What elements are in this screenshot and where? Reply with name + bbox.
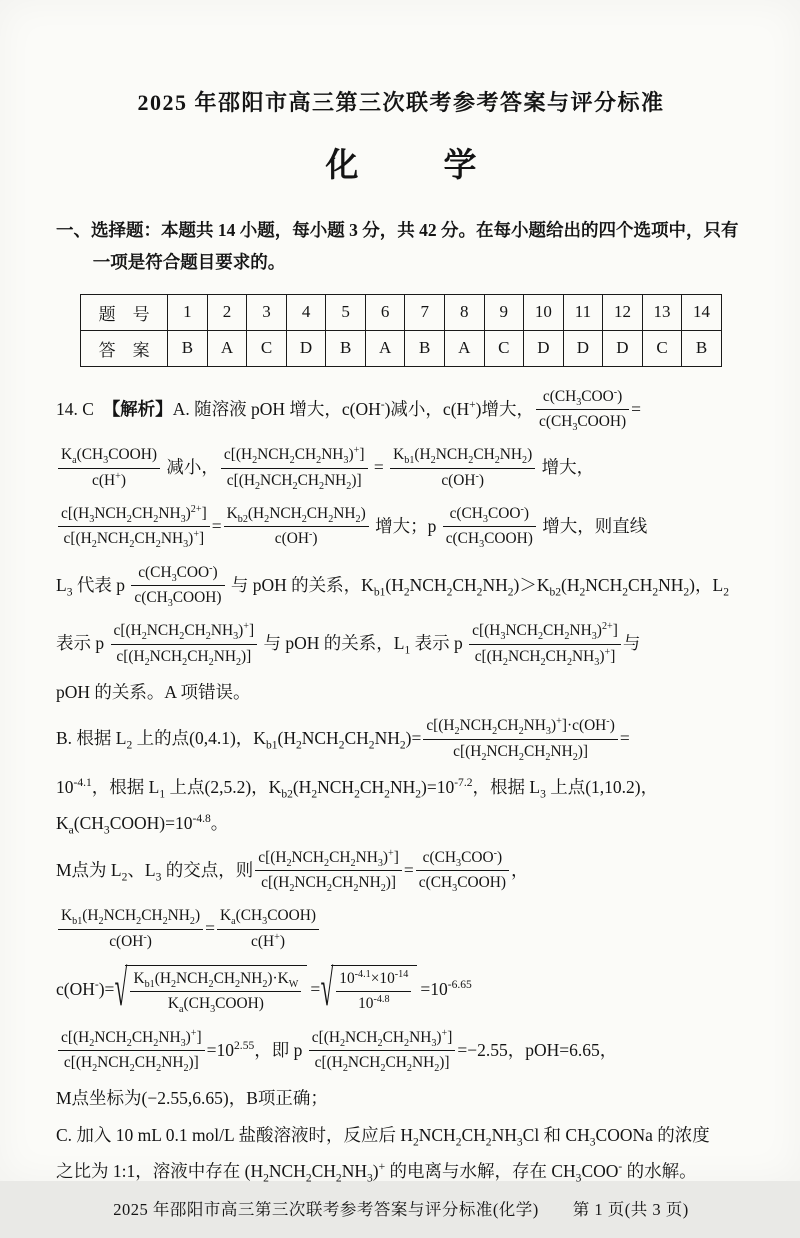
radical-icon: √ [115,960,128,1017]
fraction: $\frac{c[(H_2NCH_2CH_2NH_3)^+]}{c[(H_2NCH_2CH_2NH_2)]}$ [309,1027,456,1075]
question-number-cell: 11 [563,294,603,330]
fraction: $\frac{c(CH_3COO^-)}{c(CH_3COOH)}$ [416,847,509,895]
solution-line: $\frac{K_a(CH_3COOH)}{c(H^+)}$ 减小， $\frac{c[(H_2NCH_2CH_2NH_3)^+]}{c[(H_2NCH_2CH_2NH_2)]}$ = $\frac{K_{b1}(H_2NCH_2CH_2NH_2)}{c(OH^-)}$ 增大， [56,445,744,493]
answer-cell: A [365,330,405,366]
answer-cell: B [168,330,208,366]
answer-cell: B [405,330,445,366]
question-number-cell: 7 [405,294,445,330]
question-number-cell: 9 [484,294,524,330]
question-number-row-header: 题 号 [81,294,168,330]
fraction: $\frac{c[(H_2NCH_2CH_2NH_3)^+]}{c[(H_2NCH_2CH_2NH_2)]}$ [58,1027,205,1075]
answer-cell: B [326,330,366,366]
answer-cell: A [444,330,484,366]
answer-cell: D [603,330,643,366]
radical-icon: √ [320,960,334,1017]
solution-line: pOH 的关系。A 项错误。 [56,682,251,703]
fraction: $\frac{c[(H_2NCH_2CH_2NH_3)^+]}{c[(H_2NCH_2CH_2NH_2)]}$ [255,847,402,895]
answer-cell: A [207,330,247,366]
fraction: $\frac{K_a(CH_3COOH)}{c(H^+)}$ [58,444,160,492]
fraction: $\frac{c(CH_3COO^-)}{c(CH_3COOH)}$ [443,503,536,551]
answer-cell: D [524,330,564,366]
question-number-cell: 3 [247,294,287,330]
question-number-cell: 12 [603,294,643,330]
fraction: $\frac{c[(H_3NCH_2CH_2NH_3)^{2+}]}{c[(H_2NCH_2CH_2NH_3)^+]}$ [58,503,210,551]
question-number-cell: 10 [524,294,564,330]
question-number-cell: 4 [286,294,326,330]
solution-line: 之比为 1:1，溶液中存在 $(H_2NCH_2CH_2NH_3)^+$ 的电离与水解，存在 $CH_3COO^-$ 的水解。 [56,1161,697,1185]
question-number-cell: 6 [365,294,405,330]
answer-cell: D [563,330,603,366]
fraction: $\frac{c[(H_3NCH_2CH_2NH_3)^{2+}]}{c[(H_2NCH_2CH_2NH_3)^+]}$ [469,620,621,668]
answer-row [81,330,722,366]
fraction: $\frac{K_{b1}(H_2NCH_2CH_2NH_2)}{c(OH^-)}$ [58,905,203,953]
answer-cell: D [286,330,326,366]
answer-cell: C [642,330,682,366]
question-number-cell: 2 [207,294,247,330]
solution-line: M点坐标为(−2.55,6.65)，B项正确； [56,1088,328,1109]
question-number-cell: 13 [642,294,682,330]
answer-cell: C [247,330,287,366]
question-number-cell: 1 [168,294,208,330]
fraction: $\frac{K_a(CH_3COOH)}{c(H^+)}$ [217,905,319,953]
question-number-cell: 8 [444,294,484,330]
fraction: $\frac{K_{b1}(H_2NCH_2CH_2NH_2)\cdot K_W}{K_a(CH_3COOH)}$ [130,968,301,1016]
square-root [115,960,307,1017]
solution-line: c(OH-)= √ $\frac{K_{b1}(H_2NCH_2CH_2NH_2)\cdot K_W}{K_a(CH_3COOH)}$ = √ $\frac{10^{-4.1}\times 10^{-14}}{10^{-4.8}}$ $=10^{-6.65}$ [56,960,472,1017]
subject-title: 化 学 [325,148,503,184]
answer-cell: B [682,330,722,366]
fraction: $\frac{c[(H_2NCH_2CH_2NH_3)^+]\cdot c(OH^-)}{c[(H_2NCH_2CH_2NH_2)]}$ [423,715,617,763]
solution-line: $\frac{c[(H_2NCH_2CH_2NH_3)^+]}{c[(H_2NCH_2CH_2NH_2)]}$ $=10^{2.55}$，即 p $\frac{c[(H_2NCH_2CH_2NH_3)^+]}{c[(H_2NCH_2CH_2NH_2)]}$ =−2.55，pOH=6.65， [56,1028,744,1076]
solution-line: 14. C 【解析】A. 随溶液 pOH 增大，c(OH-)减小，c(H+)增大， $\frac{c(CH_3COO^-)}{c(CH_3COOH)}$ = [56,386,642,434]
fraction: $\frac{c(CH_3COO^-)}{c(CH_3COOH)}$ [131,562,224,610]
answer-row-header: 答 案 [81,330,168,366]
fraction: $\frac{10^{-4.1}\times 10^{-14}}{10^{-4.8}}$ [336,968,411,1016]
solution-line: $L_3$ 代表 p $\frac{c(CH_3COO^-)}{c(CH_3COOH)}$ 与 pOH 的关系，$K_{b1}(H_2NCH_2CH_2NH_2)>K_{b2}(H_2NCH_2CH_2NH_2)$，$L_2$ [56,562,729,610]
fraction: $\frac{K_{b2}(H_2NCH_2CH_2NH_2)}{c(OH^-)}$ [224,503,369,551]
section-1-intro: 一、选择题：本题共 14 小题，每小题 3 分，共 42 分。在每小题给出的四个选项中，只有一项是符合题目要求的。 [56,220,739,273]
fraction: $\frac{K_{b1}(H_2NCH_2CH_2NH_2)}{c(OH^-)}$ [390,444,535,492]
page-footer: 2025 年邵阳市高三第三次联考参考答案与评分标准(化学) 第 1 页(共 3 页) [113,1199,689,1219]
analysis-label: 【解析】 [111,398,173,419]
solution-line: C. 加入 10 mL 0.1 mol/L 盐酸溶液时，反应后 $H_2NCH_2CH_2NH_3Cl$ 和 $CH_3COONa$ 的浓度 [56,1124,710,1149]
question-number-cell: 14 [682,294,722,330]
answer-table [80,294,722,367]
solution-line: $K_a(CH_3COOH)=10^{-4.8}$。 [56,813,229,837]
answer-cell: C [484,330,524,366]
exam-header-title: 2025 年邵阳市高三第三次联考参考答案与评分标准 [137,90,665,115]
fraction: $\frac{c[(H_2NCH_2CH_2NH_3)^+]}{c[(H_2NCH_2CH_2NH_2)]}$ [221,444,368,492]
question-14-solution [56,387,746,1196]
square-root [320,960,417,1017]
question-number-cell: 5 [326,294,366,330]
solution-line: 表示 p $\frac{c[(H_2NCH_2CH_2NH_3)^+]}{c[(H_2NCH_2CH_2NH_2)]}$ 与 pOH 的关系，$L_1$ 表示 p $\frac{c[(H_3NCH_2CH_2NH_3)^{2+}]}{c[(H_2NCH_2CH_2NH_3)^+]}$ 与 [56,621,641,668]
question-number-row [81,294,722,330]
solution-line: B. 根据 $L_2$ 上的点(0,4.1)，$K_{b1}(H_2NCH_2CH_2NH_2)=$ $\frac{c[(H_2NCH_2CH_2NH_3)^+]\cdot c(OH^-)}{c[(H_2NCH_2CH_2NH_2)]}$ = [56,716,630,763]
solution-line: $\frac{c[(H_3NCH_2CH_2NH_3)^{2+}]}{c[(H_2NCH_2CH_2NH_3)^+]}$ = $\frac{K_{b2}(H_2NCH_2CH_2NH_2)}{c(OH^-)}$ 增大；p $\frac{c(CH_3COO^-)}{c(CH_3COOH)}$ 增大，则直线 [56,504,744,552]
solution-line: $\frac{K_{b1}(H_2NCH_2CH_2NH_2)}{c(OH^-)}$ = $\frac{K_a(CH_3COOH)}{c(H^+)}$ [56,906,744,954]
fraction: $\frac{c[(H_2NCH_2CH_2NH_3)^+]}{c[(H_2NCH_2CH_2NH_2)]}$ [111,620,258,668]
solution-line: $10^{-4.1}$，根据 $L_1$ 上点(2,5.2)，$K_{b2}(H_2NCH_2CH_2NH_2)=10^{-7.2}$，根据 $L_3$ 上点(1,10.2)， [56,777,659,801]
fraction: $\frac{c(CH_3COO^-)}{c(CH_3COOH)}$ [536,386,629,434]
solution-line: M点为 $L_2$、$L_3$ 的交点，则 $\frac{c[(H_2NCH_2CH_2NH_3)^+]}{c[(H_2NCH_2CH_2NH_2)]}$ = $\frac{c(CH_3COO^-)}{c(CH_3COOH)}$ ， [56,847,529,895]
